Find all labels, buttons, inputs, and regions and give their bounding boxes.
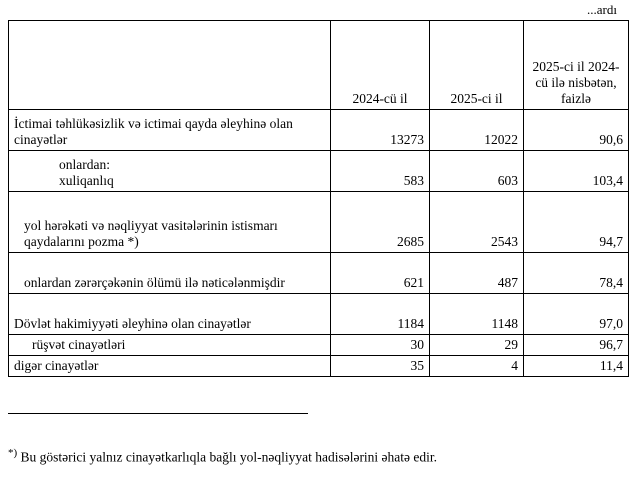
row-label-bribery — [9, 335, 331, 356]
row-label-traffic-rules-text: yol hərəkəti və nəqliyyat vasitələrinin istismarı qaydalarını pozma *) — [24, 218, 278, 249]
table-row — [9, 294, 629, 335]
crime-statistics-table — [8, 20, 629, 377]
table-header — [9, 21, 629, 110]
row-value-2024: 621 — [331, 253, 430, 294]
row-value-percent: 90,6 — [524, 110, 629, 151]
footnote-marker: *) — [8, 446, 18, 459]
header-cell-label — [9, 21, 331, 110]
header-cell-percent: 2025-ci il 2024-cü ilə nisbətən, faizlə — [524, 21, 629, 110]
row-label-hooliganism — [9, 151, 331, 192]
row-sublabel-hooliganism: xuliqanlıq — [59, 173, 114, 188]
row-label-other-crimes: digər cinayətlər — [9, 356, 331, 377]
row-value-2024: 583 — [331, 151, 430, 192]
footnote-separator — [8, 413, 308, 414]
row-value-percent: 103,4 — [524, 151, 629, 192]
row-value-2025: 1148 — [430, 294, 524, 335]
table-row — [9, 356, 629, 377]
continuation-note: ...ardı — [587, 2, 617, 17]
row-label-bribery-text: rüşvət cinayətləri — [32, 337, 126, 352]
row-value-percent: 94,7 — [524, 192, 629, 253]
footnote — [8, 444, 627, 467]
table-row — [9, 335, 629, 356]
row-value-percent: 97,0 — [524, 294, 629, 335]
row-value-percent: 96,7 — [524, 335, 629, 356]
row-label-public-safety: İctimai təhlükəsizlik və ictimai qayda əleyhinə olan cinayətlər — [9, 110, 331, 151]
header-cell-2024: 2024-cü il — [331, 21, 430, 110]
row-value-2025: 4 — [430, 356, 524, 377]
row-value-2024: 35 — [331, 356, 430, 377]
row-value-2025: 29 — [430, 335, 524, 356]
table-row — [9, 110, 629, 151]
row-label-traffic-rules — [9, 192, 331, 253]
table-header-row — [9, 21, 629, 110]
row-value-2025: 603 — [430, 151, 524, 192]
row-sublabel-onlardan: onlardan: — [59, 157, 110, 172]
row-label-state-authority: Dövlət hakimiyyəti əleyhinə olan cinayətlər — [9, 294, 331, 335]
row-value-2024: 30 — [331, 335, 430, 356]
table-row — [9, 253, 629, 294]
row-value-2025: 487 — [430, 253, 524, 294]
table-row — [9, 151, 629, 192]
header-cell-2025: 2025-ci il — [430, 21, 524, 110]
footnote-text: Bu göstərici yalnız cinayətkarlıqla bağlı yol-nəqliyyat hadisələrini əhatə edir. — [20, 449, 438, 464]
table-body — [9, 110, 629, 377]
row-value-2025: 12022 — [430, 110, 524, 151]
row-value-percent: 78,4 — [524, 253, 629, 294]
row-value-percent: 11,4 — [524, 356, 629, 377]
row-value-2024: 2685 — [331, 192, 430, 253]
row-label-fatal-outcome-text: onlardan zərərçəkənin ölümü ilə nəticələnmişdir — [24, 275, 285, 290]
row-value-2025: 2543 — [430, 192, 524, 253]
row-label-fatal-outcome — [9, 253, 331, 294]
row-value-2024: 1184 — [331, 294, 430, 335]
row-value-2024: 13273 — [331, 110, 430, 151]
table-row — [9, 192, 629, 253]
